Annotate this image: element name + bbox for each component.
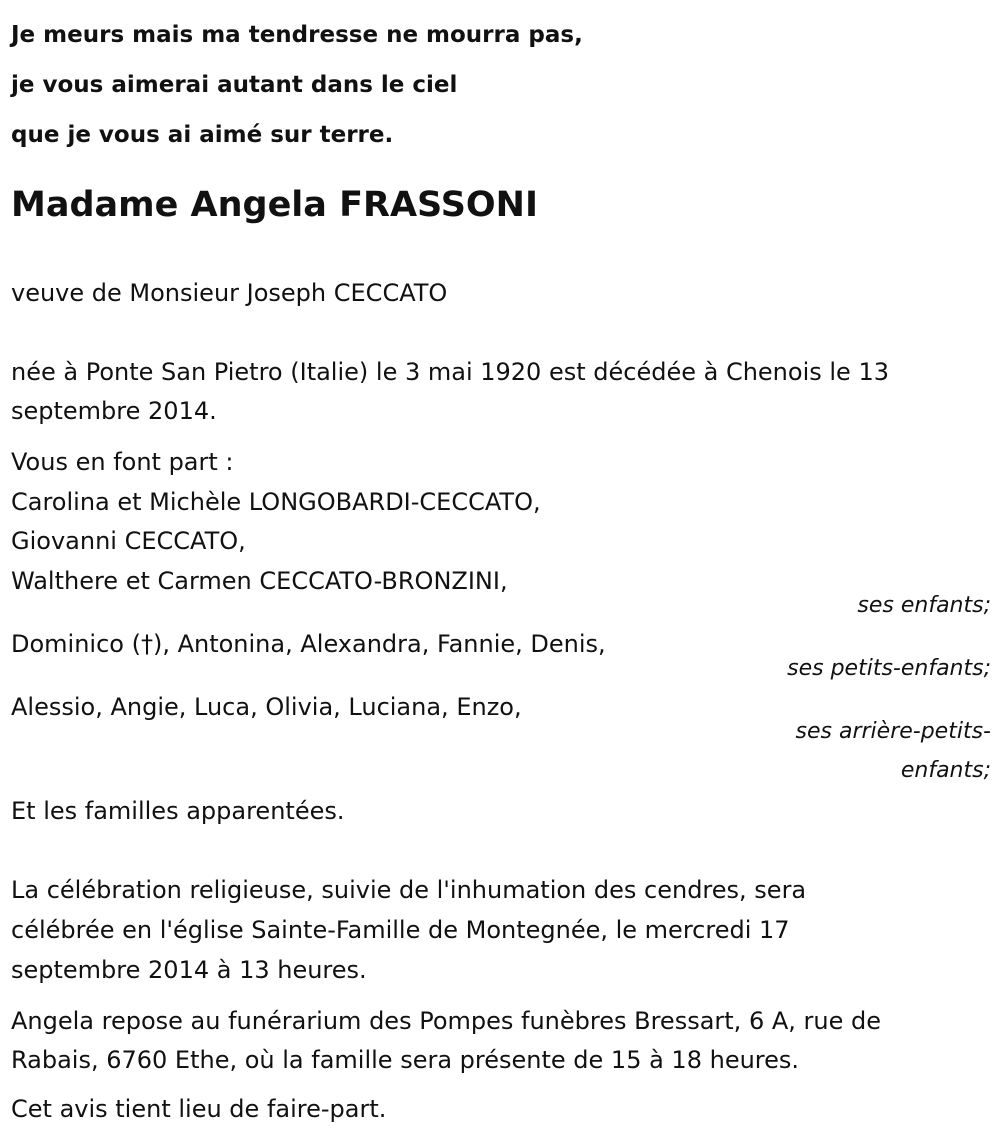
great-grandchildren-role-line-2: enfants; <box>900 758 991 783</box>
child-entry: Carolina et Michèle LONGOBARDI-CECCATO, <box>11 488 541 516</box>
birth-death-line-1: née à Ponte San Pietro (Italie) le 3 mai 1920 est décédée à Chenois le 13 <box>11 358 889 386</box>
poem-line: que je vous ai aimé sur terre. <box>11 122 394 148</box>
poem <box>11 10 911 160</box>
grandchildren-list: Dominico (†), Antonina, Alexandra, Fannie, Denis, <box>11 630 606 658</box>
announcement-intro: Vous en font part : <box>11 448 234 476</box>
ceremony-line-2: célébrée en l'église Sainte-Famille de Montegnée, le mercredi 17 <box>11 916 790 944</box>
visitation-line-2: Rabais, 6760 Ethe, où la famille sera présente de 15 à 18 heures. <box>11 1046 800 1074</box>
deceased-name: Madame Angela FRASSONI <box>11 185 538 225</box>
spouse-line: veuve de Monsieur Joseph CECCATO <box>11 279 448 307</box>
families-line: Et les familles apparentées. <box>11 797 345 825</box>
great-grandchildren-list: Alessio, Angie, Luca, Olivia, Luciana, Enzo, <box>11 693 522 721</box>
child-entry: Giovanni CECCATO, <box>11 527 246 555</box>
child-entry: Walthere et Carmen CECCATO-BRONZINI, <box>11 567 508 595</box>
visitation-line-1: Angela repose au funérarium des Pompes funèbres Bressart, 6 A, rue de <box>11 1007 881 1035</box>
birth-death-line-2: septembre 2014. <box>11 397 217 425</box>
poem-line: Je meurs mais ma tendresse ne mourra pas, <box>11 22 583 48</box>
children-role: ses enfants; <box>857 593 991 618</box>
closing-line: Cet avis tient lieu de faire-part. <box>11 1095 387 1123</box>
great-grandchildren-role-line-1: ses arrière-petits- <box>795 719 991 744</box>
poem-line: je vous aimerai autant dans le ciel <box>11 72 458 98</box>
ceremony-line-1: La célébration religieuse, suivie de l'inhumation des cendres, sera <box>11 876 807 904</box>
grandchildren-role: ses petits-enfants; <box>787 656 991 681</box>
ceremony-line-3: septembre 2014 à 13 heures. <box>11 956 367 984</box>
